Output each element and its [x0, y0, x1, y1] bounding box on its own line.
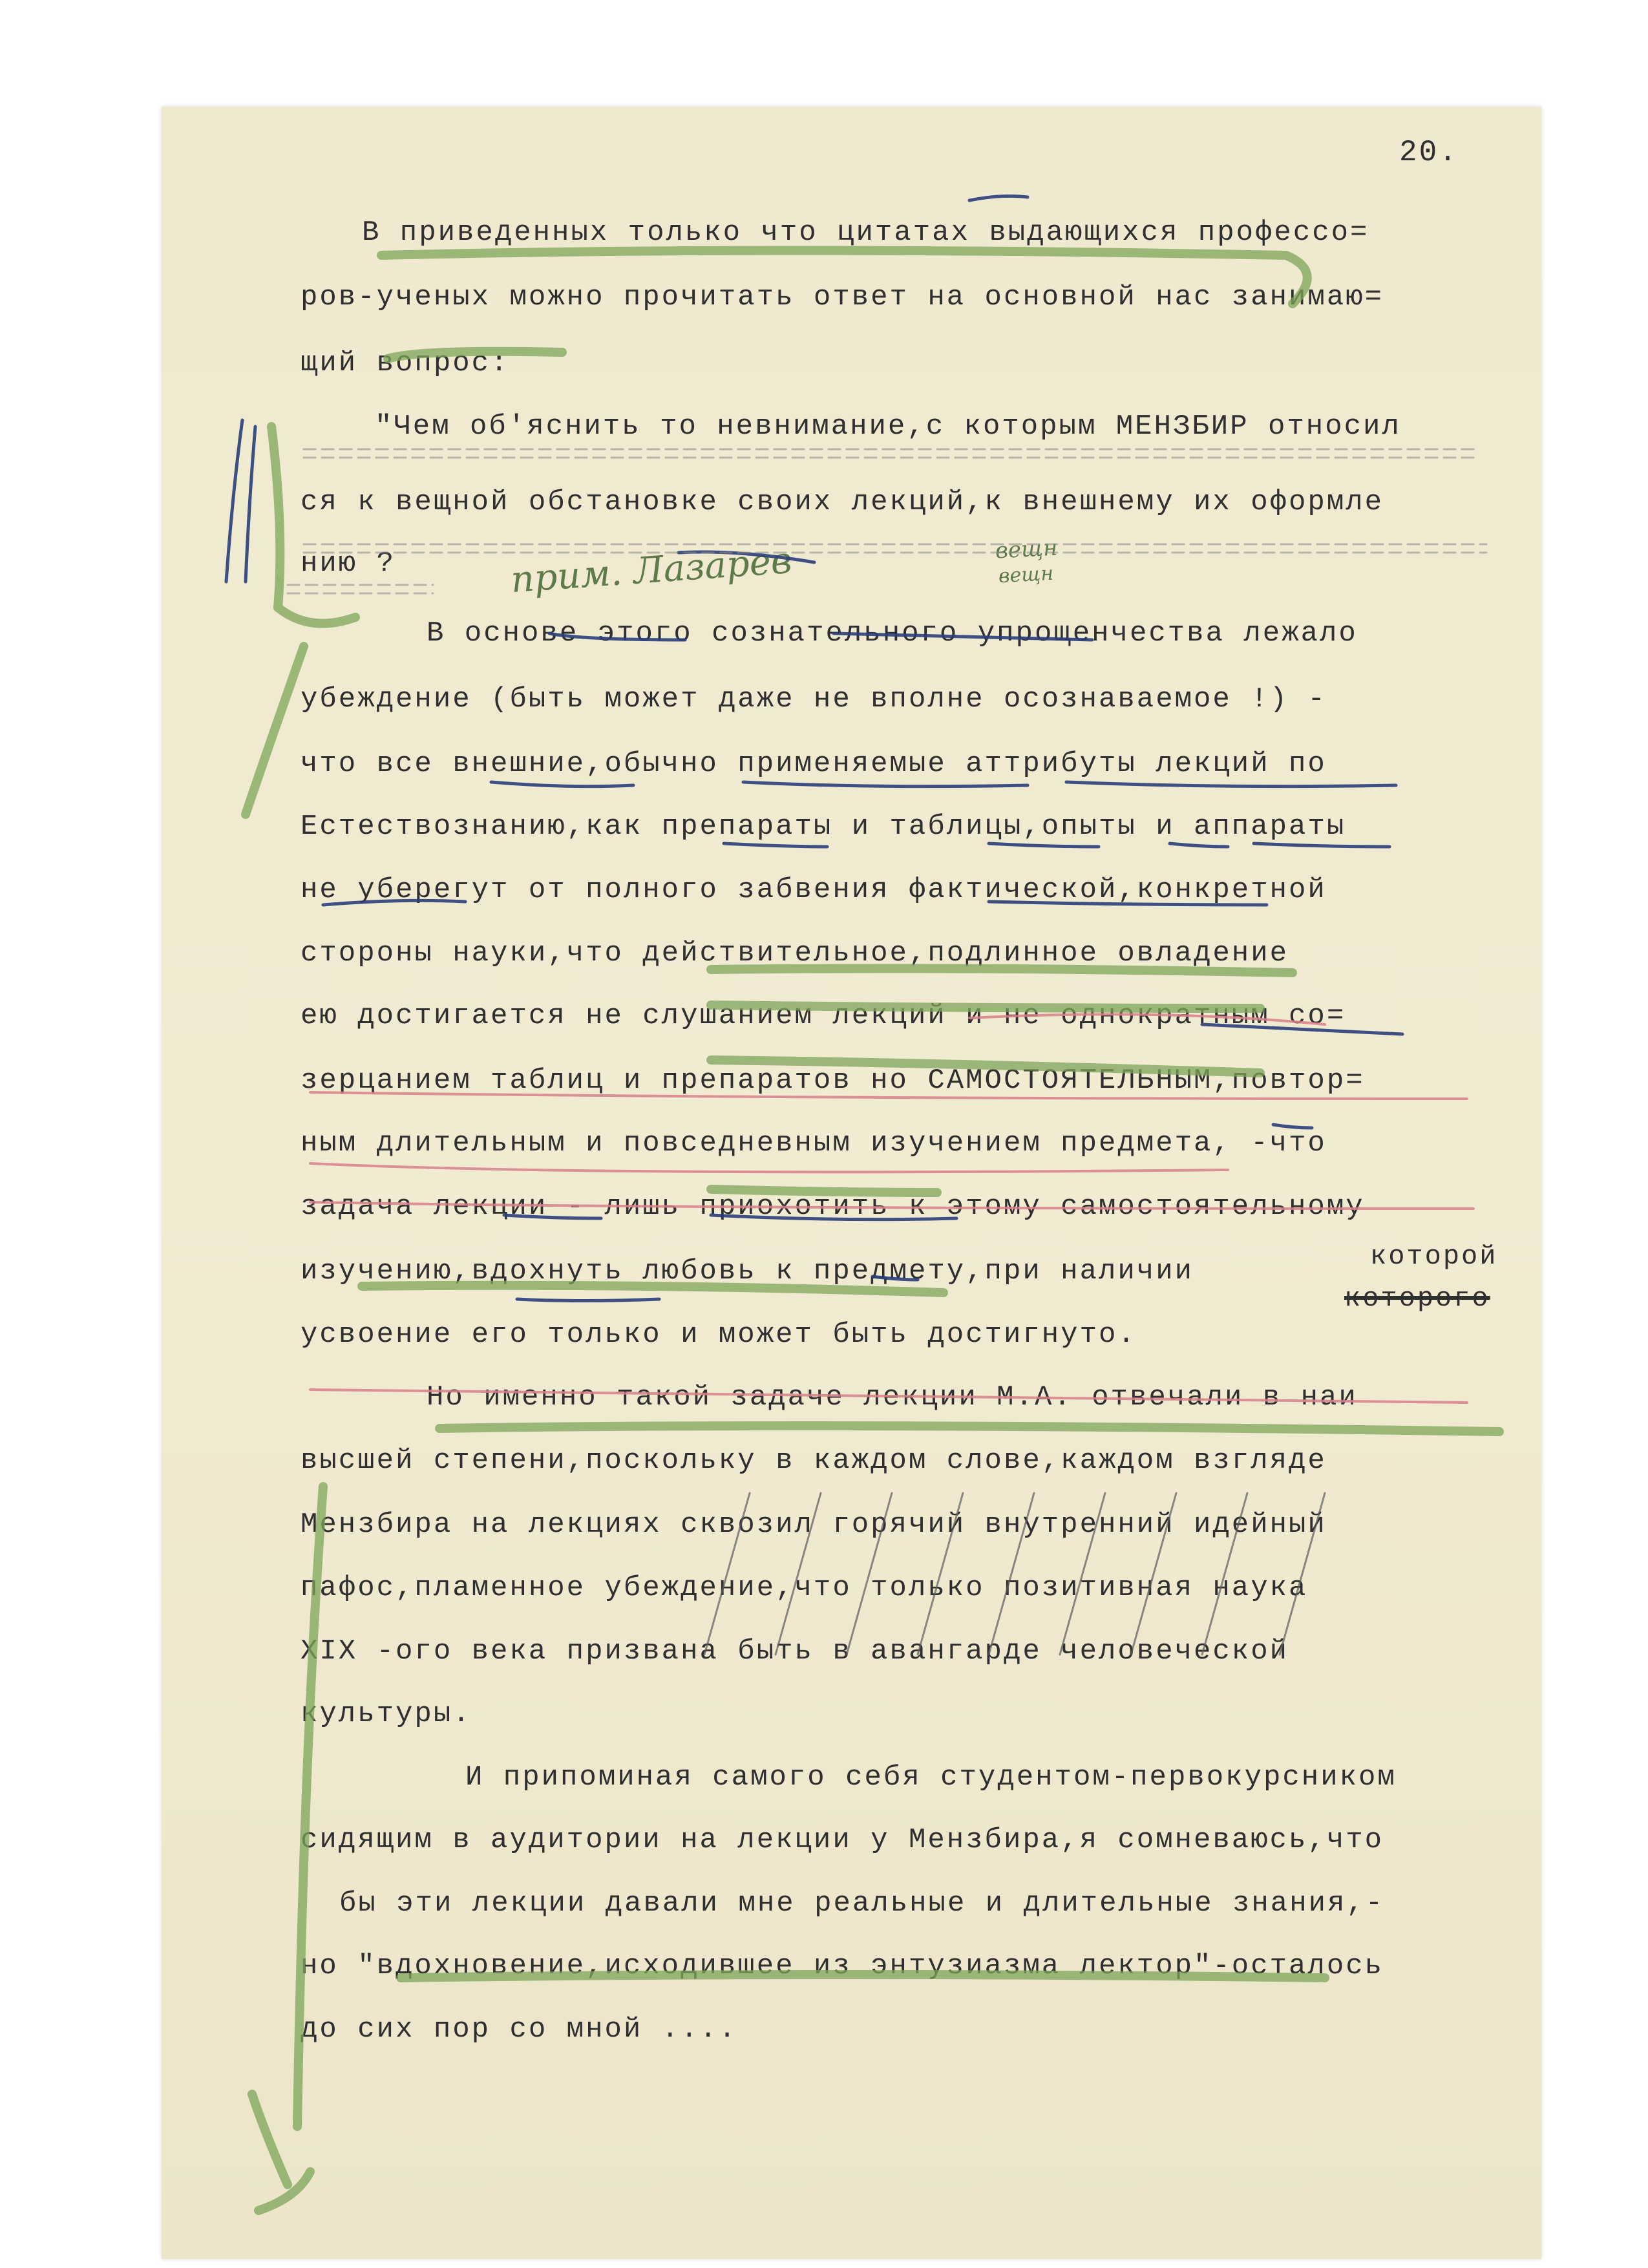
text-line: Мензбира на лекциях сквозил горячий внутренний идейный	[301, 1509, 1327, 1541]
text-line: И припоминая самого себя студентом-первокурсником	[465, 1761, 1397, 1794]
text-line: задача лекции - лишь приохотить к этому самостоятельному	[301, 1191, 1365, 1223]
text-line: бы эти лекции давали мне реальные и длительные знания,-	[339, 1887, 1385, 1920]
text-line: щий вопрос:	[301, 347, 510, 379]
text-line: не уберегут от полного забвения фактической,конкретной	[301, 874, 1327, 906]
handwritten-insert: которой	[1370, 1241, 1498, 1272]
text-line: ным длительным и повседневным изучением предмета, -что	[301, 1127, 1327, 1160]
text-line: усвоение его только и может быть достигнуто.	[301, 1319, 1137, 1351]
text-line: высшей степени,поскольку в каждом слове,каждом взгляде	[301, 1445, 1327, 1477]
text-line: XIX -ого века призвана быть в авангарде человеческой	[301, 1635, 1289, 1668]
text-line: убеждение (быть может даже не вполне осознаваемое !) -	[301, 683, 1327, 715]
text-line: до сих пор со мной ....	[301, 2013, 738, 2046]
margin-note-2: вещн	[995, 535, 1059, 564]
text-line: нию ?	[301, 547, 396, 580]
text-line: зерцанием таблиц и препаратов но САМОСТОЯТЕЛЬНЫМ,повтор=	[301, 1065, 1365, 1097]
margin-note-1: прим. Лазарев	[509, 539, 794, 602]
text-line: В приведенных только что цитатах выдающихся профессо=	[362, 217, 1369, 249]
margin-note-3: вещн	[998, 562, 1054, 588]
struck-word: которого	[1344, 1283, 1490, 1314]
text-line: пафос,пламенное убеждение,что только позитивная наука	[301, 1572, 1308, 1604]
text-line: изучению,вдохнуть любовь к предмету,при наличии	[301, 1255, 1194, 1288]
text-line: стороны науки,что действительное,подлинное овладение	[301, 937, 1289, 970]
text-line: что все внешние,обычно применяемые аттрибуты лекций по	[301, 748, 1327, 780]
text-line: ею достигается не слушанием лекций и не однократным со=	[301, 1000, 1346, 1032]
text-line: Естествознанию,как препараты и таблицы,опыты и аппараты	[301, 811, 1346, 843]
text-line: ся к вещной обстановке своих лекций,к внешнему их оформле	[301, 486, 1384, 518]
text-line: "Чем об'яснить то невнимание,с которым МЕНЗБИР относил	[375, 410, 1401, 443]
text-line: Но именно такой задаче лекции М.А. отвечали в наи	[427, 1381, 1358, 1414]
text-line: культуры.	[301, 1698, 472, 1730]
text-line: ров-ученых можно прочитать ответ на основной нас занимаю=	[301, 281, 1384, 313]
page-number: 20.	[1399, 136, 1459, 169]
text-line: В основе этого сознательного упрощенчества лежало	[427, 617, 1358, 650]
text-line: сидящим в аудитории на лекции у Мензбира,я сомневаюсь,что	[301, 1824, 1384, 1856]
text-line: но "вдохновение,исходившее из энтузиазма лектор"-осталось	[301, 1950, 1384, 1982]
